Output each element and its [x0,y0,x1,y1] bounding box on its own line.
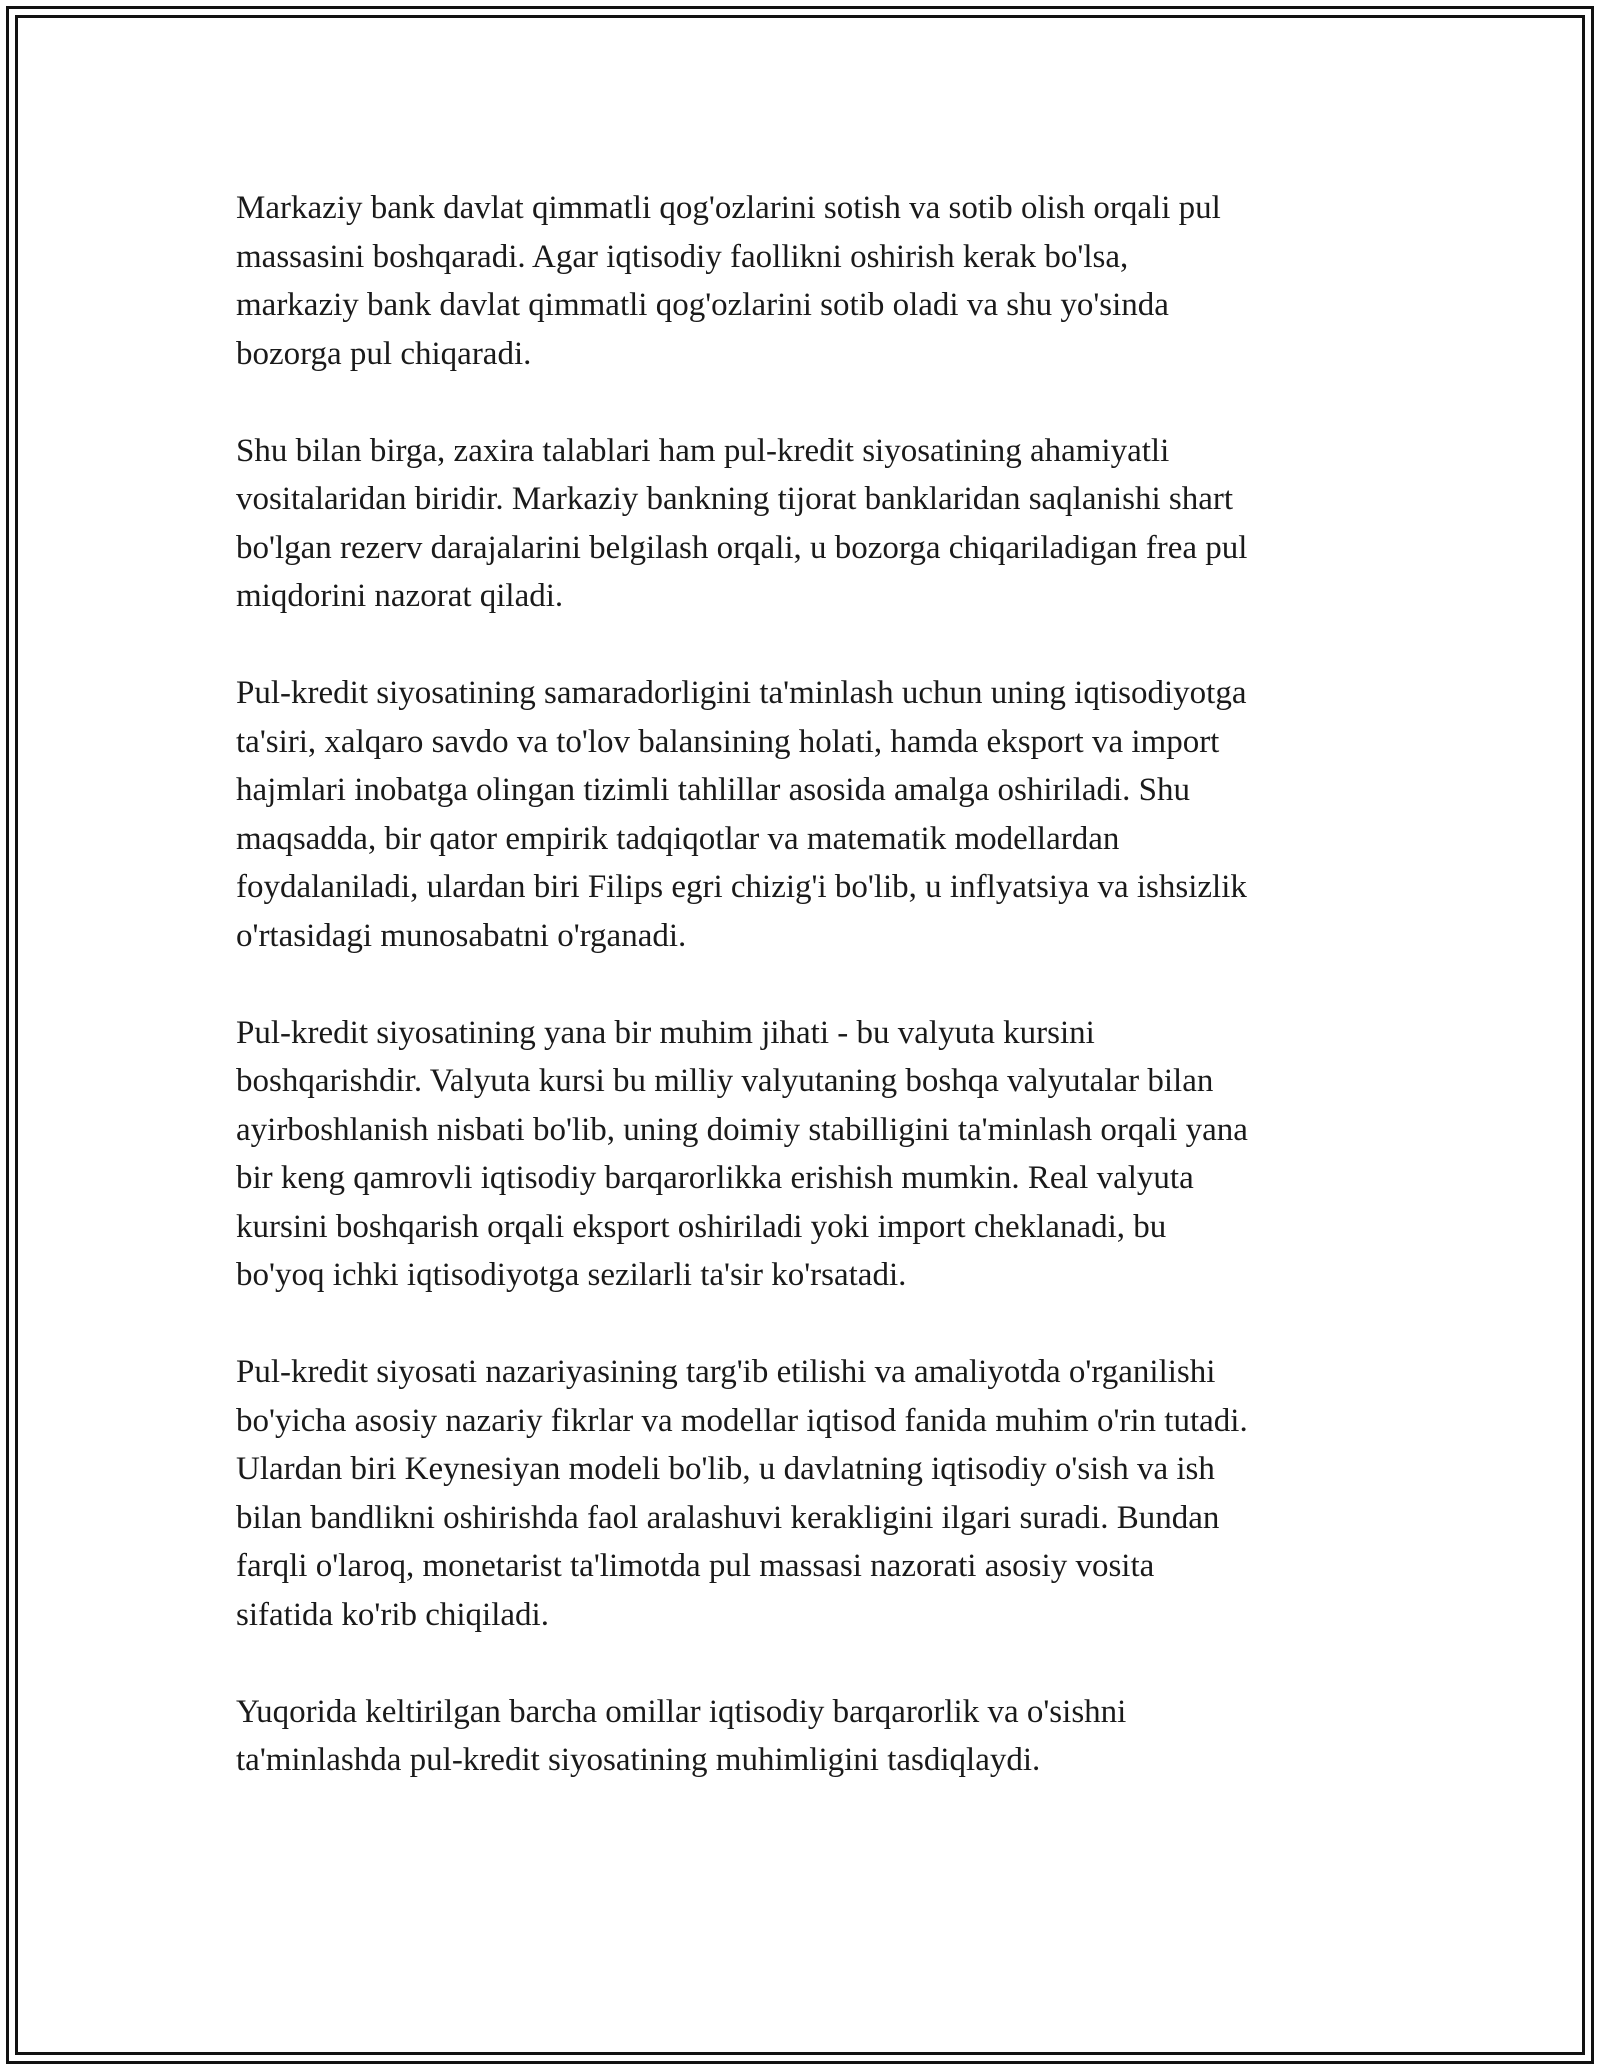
line: maqsadda, bir qator empirik tadqiqotlar va matematik modellardan [236,820,1120,857]
line: bo'lgan rezerv darajalarini belgilash orqali, u bozorga chiqariladigan frea pul [236,529,1248,566]
line: bir keng qamrovli iqtisodiy barqarorlikka erishish mumkin. Real valyuta [236,1160,1194,1196]
line: ta'minlashda pul-kredit siyosatining muhimligini tasdiqlaydi. [236,1742,1041,1778]
line: boshqarishdir. Valyuta kursi bu milliy valyutaning boshqa valyutalar bilan [236,1063,1214,1099]
line: Pul-kredit siyosatining yana bir muhim jihati - bu valyuta kursini [236,1014,1095,1051]
line: Pul-kredit siyosatining samaradorligini ta'minlash uchun uning iqtisodiyotga [236,675,1247,711]
line: foydalaniladi, ulardan biri Filips egri chizig'i bo'lib, u inflyatsiya va ishsizlik [236,869,1247,905]
line: bozorga pul chiqaradi. [236,335,532,372]
line: bo'yicha asosiy nazariy fikrlar va modellar iqtisod fanida muhim o'rin tutadi. [236,1402,1248,1439]
paragraph-2 [236,427,1376,621]
line: ayirboshlanish nisbati bo'lib, uning doimiy stabilligini ta'minlash orqali yana [236,1111,1248,1148]
line: farqli o'laroq, monetarist ta'limotda pul massasi nazorati asosiy vosita [236,1548,1155,1584]
line: massasini boshqaradi. Agar iqtisodiy faollikni oshirish kerak bo'lsa, [236,238,1129,275]
line: Markaziy bank davlat qimmatli qog'ozlarini sotish va sotib olish orqali pul [236,190,1221,226]
line: Ulardan biri Keynesiyan modeli bo'lib, u davlatning iqtisodiy o'sish va ish [236,1451,1215,1487]
paragraph-6 [236,1688,1376,1785]
line: Shu bilan birga, zaxira talablari ham pul-kredit siyosatining ahamiyatli [236,432,1170,469]
line: ta'siri, xalqaro savdo va to'lov balansining holati, hamda eksport va import [236,723,1220,760]
line: markaziy bank davlat qimmatli qog'ozlarini sotib oladi va shu yo'sinda [236,287,1169,323]
line: Yuqorida keltirilgan barcha omillar iqtisodiy barqarorlik va o'sishni [236,1693,1127,1730]
paragraph-4 [236,1009,1376,1300]
paragraph-5 [236,1348,1376,1639]
line: Pul-kredit siyosati nazariyasining targ'ib etilishi va amaliyotda o'rganilishi [236,1354,1216,1390]
line: bo'yoq ichki iqtisodiyotga sezilarli ta'sir ko'rsatadi. [236,1257,907,1293]
line: o'rtasidagi munosabatni o'rganadi. [236,917,687,954]
line: sifatida ko'rib chiqiladi. [236,1596,549,1633]
line: kursini boshqarish orqali eksport oshiriladi yoki import cheklanadi, bu [236,1208,1167,1245]
paragraph-3 [236,669,1376,960]
line: vositalaridan biridir. Markaziy bankning tijorat banklaridan saqlanishi shart [236,481,1234,517]
document-body [236,184,1376,1785]
paragraph-1 [236,184,1376,378]
line: hajmlari inobatga olingan tizimli tahlillar asosida amalga oshiriladi. Shu [236,772,1191,808]
line: miqdorini nazorat qiladi. [236,578,564,614]
line: bilan bandlikni oshirishda faol aralashuvi kerakligini ilgari suradi. Bundan [236,1499,1220,1536]
